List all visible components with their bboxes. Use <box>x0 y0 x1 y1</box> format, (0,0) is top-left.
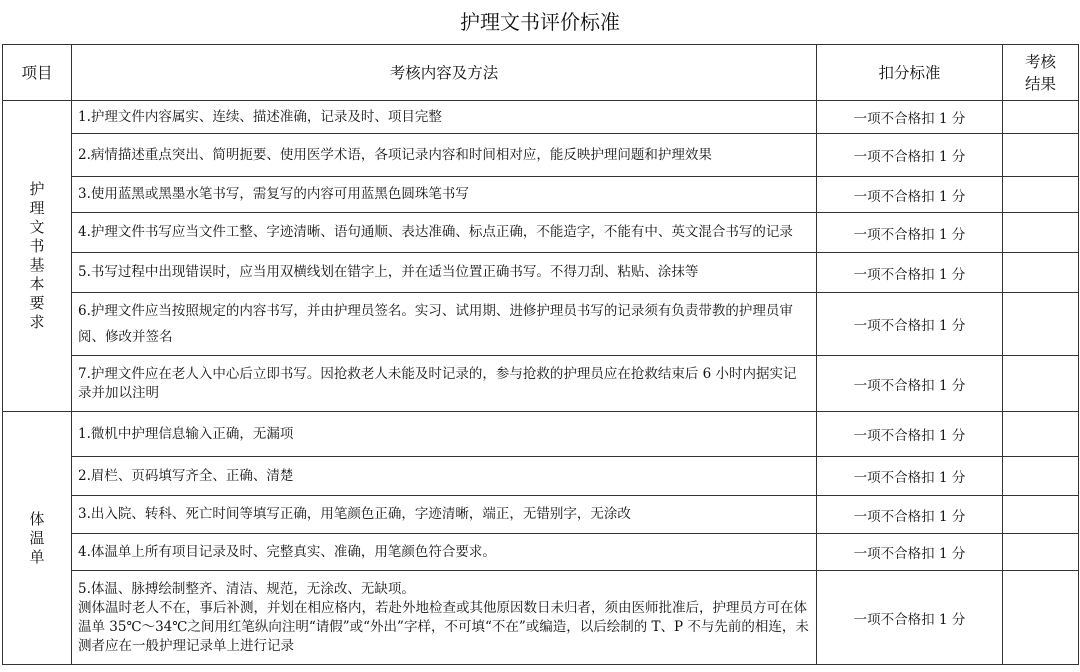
result-cell[interactable] <box>1003 534 1079 571</box>
deduction-cell: 一项不合格扣 1 分 <box>817 293 1003 356</box>
result-cell[interactable] <box>1003 356 1079 412</box>
table-row <box>3 496 1079 534</box>
result-cell[interactable] <box>1003 177 1079 213</box>
result-cell[interactable] <box>1003 134 1079 177</box>
content-cell: 5.书写过程中出现错误时，应当用双横线划在错字上，并在适当位置正确书写。不得刀刮、粘贴、涂抹等 <box>72 253 817 293</box>
table-row <box>3 101 1079 134</box>
table-row <box>3 253 1079 293</box>
table-row <box>3 571 1079 665</box>
header-deduction: 扣分标准 <box>817 45 1003 101</box>
table-row <box>3 457 1079 496</box>
deduction-cell: 一项不合格扣 1 分 <box>817 213 1003 253</box>
content-cell: 1.护理文件内容属实、连续、描述准确，记录及时、项目完整 <box>72 101 817 134</box>
result-cell[interactable] <box>1003 253 1079 293</box>
deduction-cell: 一项不合格扣 1 分 <box>817 253 1003 293</box>
deduction-cell: 一项不合格扣 1 分 <box>817 412 1003 457</box>
category-label: 护理文书基本要求 <box>29 180 45 331</box>
result-cell[interactable] <box>1003 412 1079 457</box>
content-cell: 6.护理文件应当按照规定的内容书写，并由护理员签名。实习、试用期、进修护理员书写的记录须有负责带教的护理员审阅、修改并签名 <box>72 293 817 356</box>
content-cell: 2.病情描述重点突出、简明扼要、使用医学术语，各项记录内容和时间相对应，能反映护理问题和护理效果 <box>72 134 817 177</box>
deduction-cell: 一项不合格扣 1 分 <box>817 356 1003 412</box>
deduction-cell: 一项不合格扣 1 分 <box>817 134 1003 177</box>
deduction-cell: 一项不合格扣 1 分 <box>817 101 1003 134</box>
content-cell: 3.出入院、转科、死亡时间等填写正确，用笔颜色正确，字迹清晰，端正，无错别字，无涂改 <box>72 496 817 534</box>
table-row <box>3 356 1079 412</box>
table-row <box>3 177 1079 213</box>
header-content: 考核内容及方法 <box>72 45 817 101</box>
category-cell <box>3 101 72 412</box>
content-cell: 1.微机中护理信息输入正确，无漏项 <box>72 412 817 457</box>
result-cell[interactable] <box>1003 213 1079 253</box>
content-cell: 5.体温、脉搏绘制整齐、清洁、规范，无涂改、无缺项。 测体温时老人不在，事后补测，并划在相应格内，若赴外地检查或其他原因数日未归者，须由医师批准后，护理员方可在体温单 35℃～34℃之间用红笔纵向注明“请假”或“外出”字样，不可填“不在”或编造，以后绘制的 T、P 不与先前的相连，未测者应在一般护理记录单上进行记录 <box>72 571 817 665</box>
result-cell[interactable] <box>1003 571 1079 665</box>
table-header-row <box>3 45 1079 101</box>
deduction-cell: 一项不合格扣 1 分 <box>817 534 1003 571</box>
table-row <box>3 293 1079 356</box>
page-title: 护理文书评价标准 <box>460 10 620 34</box>
content-cell: 4.护理文件书写应当文件工整、字迹清晰、语句通顺、表达准确、标点正确，不能造字，不能有中、英文混合书写的记录 <box>72 213 817 253</box>
table-row <box>3 412 1079 457</box>
result-cell[interactable] <box>1003 101 1079 134</box>
category-label: 体温单 <box>29 509 45 566</box>
table-row <box>3 213 1079 253</box>
table-row <box>3 534 1079 571</box>
evaluation-table <box>2 44 1079 665</box>
content-cell: 2.眉栏、页码填写齐全、正确、清楚 <box>72 457 817 496</box>
content-cell: 7.护理文件应在老人入中心后立即书写。因抢救老人未能及时记录的，参与抢救的护理员应在抢救结束后 6 小时内据实记录并加以注明 <box>72 356 817 412</box>
category-cell <box>3 412 72 665</box>
result-cell[interactable] <box>1003 457 1079 496</box>
result-cell[interactable] <box>1003 293 1079 356</box>
deduction-cell: 一项不合格扣 1 分 <box>817 457 1003 496</box>
deduction-cell: 一项不合格扣 1 分 <box>817 177 1003 213</box>
content-cell: 4.体温单上所有项目记录及时、完整真实、准确，用笔颜色符合要求。 <box>72 534 817 571</box>
result-cell[interactable] <box>1003 496 1079 534</box>
header-item: 项目 <box>3 45 72 101</box>
header-result: 考核 结果 <box>1003 45 1079 101</box>
table-row <box>3 134 1079 177</box>
deduction-cell: 一项不合格扣 1 分 <box>817 496 1003 534</box>
deduction-cell: 一项不合格扣 1 分 <box>817 571 1003 665</box>
content-cell: 3.使用蓝黑或黑墨水笔书写，需复写的内容可用蓝黑色圆珠笔书写 <box>72 177 817 213</box>
